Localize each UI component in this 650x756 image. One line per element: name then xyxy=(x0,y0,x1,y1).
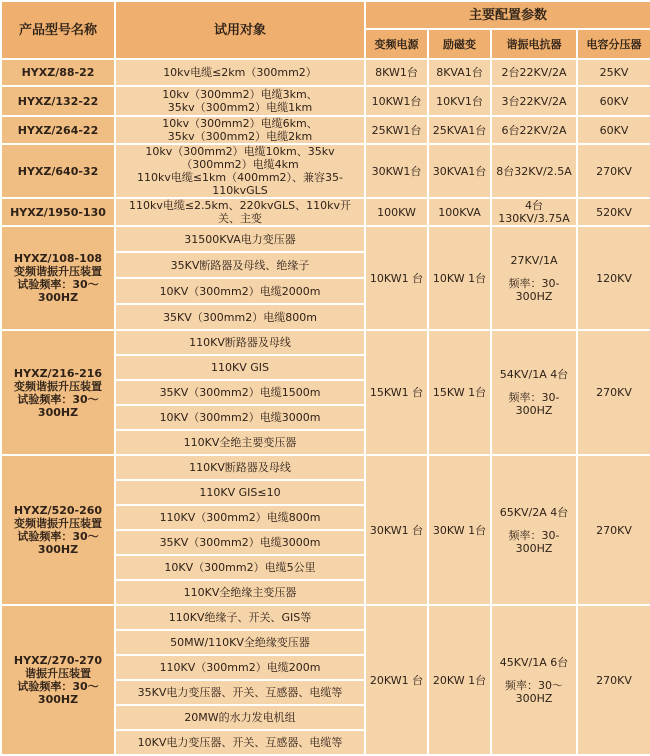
test-object-line: 110kv电缆≤1km（400mm2）、兼容35-110kvGLS xyxy=(136,171,344,197)
test-object: 110KV GIS xyxy=(115,355,365,380)
reactor-line: 频率：30-300HZ xyxy=(508,276,560,303)
table-row xyxy=(1,226,650,252)
model-name-line: 试验频率：30～300HZ xyxy=(17,680,99,706)
model-name-line: 变频谐振升压装置 xyxy=(14,265,102,278)
exciter: 8KVA1台 xyxy=(428,59,491,86)
reactor: 2台22KV/2A xyxy=(491,59,577,86)
table-row xyxy=(1,605,650,630)
model-name-line: HYXZ/216-216 xyxy=(13,366,103,380)
exciter: 15KW 1台 xyxy=(428,330,491,455)
test-object: 10KV（300mm2）电缆5公里 xyxy=(115,555,365,580)
power-supply: 8KW1台 xyxy=(365,59,428,86)
table-row xyxy=(1,144,650,198)
test-object: 10KV电力变压器、开关、互感器、电缆等 xyxy=(115,730,365,755)
test-object: 35KV（300mm2）电缆800m xyxy=(115,304,365,330)
divider: 60KV xyxy=(577,116,650,144)
table-row xyxy=(1,455,650,480)
test-object: 110KV全绝缘主变压器 xyxy=(115,580,365,605)
test-object: 35KV（300mm2）电缆1500m xyxy=(115,380,365,405)
model-name xyxy=(1,605,115,755)
reactor-line: 频率：30-300HZ xyxy=(508,528,560,555)
test-object: 50MW/110KV全绝缘变压器 xyxy=(115,630,365,655)
model-name-line: 试验频率：30～300HZ xyxy=(17,278,99,304)
header-main-params: 主要配置参数 xyxy=(365,1,650,29)
test-object: 110KV断路器及母线 xyxy=(115,455,365,480)
power-supply: 30KW1台 xyxy=(365,144,428,198)
model-name-line: HYXZ/520-260 xyxy=(13,504,103,517)
test-object xyxy=(115,198,365,226)
power-supply: 10KW1 台 xyxy=(365,226,428,330)
header-reactor: 谐振电抗器 xyxy=(491,29,577,59)
model-name: HYXZ/132-22 xyxy=(1,86,115,116)
divider: 270KV xyxy=(577,605,650,755)
reactor: 4台130KV/3.75A xyxy=(491,198,577,226)
test-object: 110KV全绝主要变压器 xyxy=(115,430,365,455)
power-supply: 10KW1台 xyxy=(365,86,428,116)
reactor: 6台22KV/2A xyxy=(491,116,577,144)
exciter: 25KVA1台 xyxy=(428,116,491,144)
test-object: 110KV（300mm2）电缆800m xyxy=(115,505,365,530)
model-name: HYXZ/88-22 xyxy=(1,59,115,86)
model-name-line: 变频谐振升压装置 xyxy=(14,379,102,393)
test-object-line: 10kv（300mm2）电缆6km、 xyxy=(162,117,318,130)
test-object-line: 110kv电缆≤2.5km、220kvGLS、110kv开关、主变 xyxy=(128,199,352,225)
test-object-line: 10kv（300mm2）电缆3km、 xyxy=(162,88,318,101)
model-name-line: HYXZ/270-270 xyxy=(13,654,103,667)
test-object: 10KV（300mm2）电缆3000m xyxy=(115,405,365,430)
test-object xyxy=(115,59,365,86)
reactor xyxy=(491,455,577,605)
table-row xyxy=(1,198,650,226)
divider: 270KV xyxy=(577,144,650,198)
power-supply: 15KW1 台 xyxy=(365,330,428,455)
reactor-line: 45KV/1A 6台 xyxy=(499,655,569,669)
power-supply: 100KW xyxy=(365,198,428,226)
model-name xyxy=(1,226,115,330)
reactor-line: 27KV/1A xyxy=(510,253,558,267)
divider: 270KV xyxy=(577,455,650,605)
model-name-line: 试验频率：30～300HZ xyxy=(17,392,99,419)
model-name-line: 谐振升压装置 xyxy=(25,667,91,680)
test-object: 31500KVA电力变压器 xyxy=(115,226,365,252)
header-model: 产品型号名称 xyxy=(1,1,115,59)
test-object: 35KV断路器及母线、绝缘子 xyxy=(115,252,365,278)
test-object: 110KV（300mm2）电缆200m xyxy=(115,655,365,680)
table-row xyxy=(1,330,650,355)
power-supply: 20KW1 台 xyxy=(365,605,428,755)
power-supply: 25KW1台 xyxy=(365,116,428,144)
model-name-line: 变频谐振升压装置 xyxy=(14,517,102,530)
test-object: 20MW的水力发电机组 xyxy=(115,705,365,730)
model-name xyxy=(1,330,115,455)
table-row xyxy=(1,59,650,86)
divider: 520KV xyxy=(577,198,650,226)
exciter: 20KW 1台 xyxy=(428,605,491,755)
table-row xyxy=(1,86,650,116)
test-object: 10KV（300mm2）电缆2000m xyxy=(115,278,365,304)
reactor-line: 频率：30～300HZ xyxy=(505,678,563,705)
exciter: 10KW 1台 xyxy=(428,226,491,330)
power-supply: 30KW1 台 xyxy=(365,455,428,605)
divider: 25KV xyxy=(577,59,650,86)
test-object: 110KV断路器及母线 xyxy=(115,330,365,355)
exciter: 100KVA xyxy=(428,198,491,226)
model-name-line: 试验频率：30～300HZ xyxy=(17,530,99,556)
test-object: 110KV绝缘子、开关、GIS等 xyxy=(115,605,365,630)
divider: 120KV xyxy=(577,226,650,330)
table-row xyxy=(1,116,650,144)
model-name-line: HYXZ/108-108 xyxy=(13,252,103,265)
test-object: 110KV GIS≤10 xyxy=(115,480,365,505)
divider: 60KV xyxy=(577,86,650,116)
header-divider: 电容分压器 xyxy=(577,29,650,59)
test-object-line: 35kv（300mm2）电缆1km xyxy=(167,101,313,114)
header-exciter: 励磁变 xyxy=(428,29,491,59)
header-object: 试用对象 xyxy=(115,1,365,59)
model-name: HYXZ/264-22 xyxy=(1,116,115,144)
test-object xyxy=(115,116,365,144)
test-object-line: 10kv电缆≤2km（300mm2） xyxy=(163,66,317,79)
test-object-line: 10kv（300mm2）电缆10km、35kv（300mm2）电缆4km xyxy=(145,145,335,171)
header-power: 变频电源 xyxy=(365,29,428,59)
reactor: 3台22KV/2A xyxy=(491,86,577,116)
reactor xyxy=(491,605,577,755)
exciter: 30KW 1台 xyxy=(428,455,491,605)
model-name xyxy=(1,455,115,605)
test-object: 35KV电力变压器、开关、互感器、电缆等 xyxy=(115,680,365,705)
reactor-line: 频率：30-300HZ xyxy=(508,391,560,417)
model-name: HYXZ/640-32 xyxy=(1,144,115,198)
divider: 270KV xyxy=(577,330,650,455)
exciter: 10KV1台 xyxy=(428,86,491,116)
test-object xyxy=(115,86,365,116)
exciter: 30KVA1台 xyxy=(428,144,491,198)
test-object: 35KV（300mm2）电缆3000m xyxy=(115,530,365,555)
reactor-line: 65KV/2A 4台 xyxy=(499,505,569,519)
reactor xyxy=(491,330,577,455)
test-object xyxy=(115,144,365,198)
reactor-line: 54KV/1A 4台 xyxy=(499,368,569,381)
model-name: HYXZ/1950-130 xyxy=(1,198,115,226)
reactor: 8台32KV/2.5A xyxy=(491,144,577,198)
test-object-line: 35kv（300mm2）电缆2km xyxy=(167,130,313,143)
reactor xyxy=(491,226,577,330)
